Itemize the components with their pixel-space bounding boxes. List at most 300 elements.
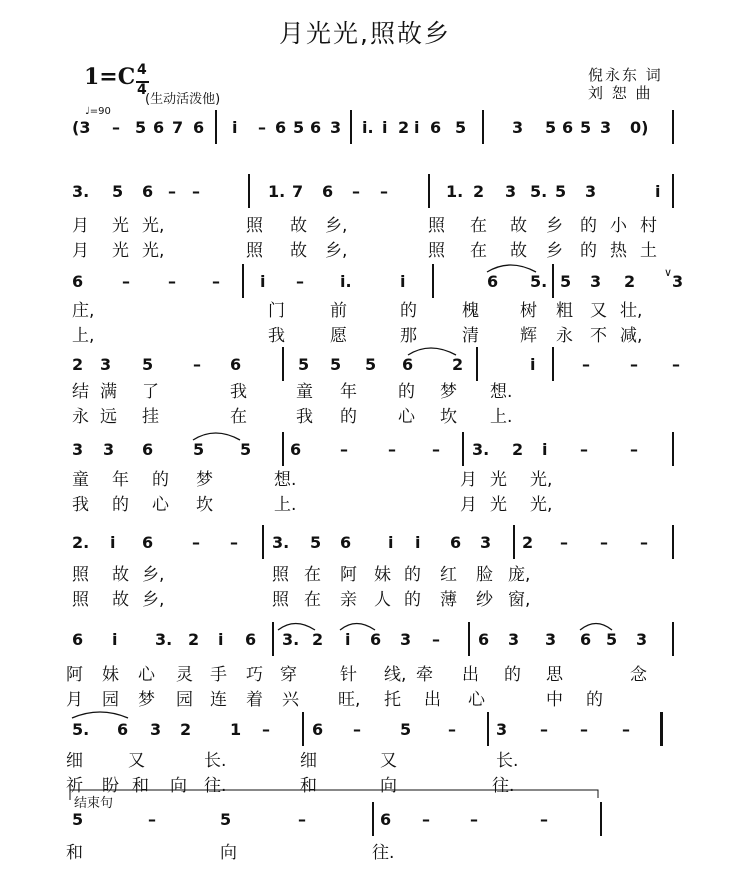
lyric-syllable: 乡, [142,565,165,585]
lyric-syllable: 清 [462,326,479,346]
lyric-syllable: 又 [380,751,397,771]
note: – [353,720,361,739]
lyric-syllable: 和 [300,776,317,796]
lyric-syllable: 长. [204,751,227,771]
lyric-syllable: 月 [72,241,89,261]
lyric-syllable: 上, [72,326,95,346]
lyric-syllable: 灵 [176,665,193,685]
note: 1 [230,720,242,739]
lyric-syllable: 坎 [196,495,213,515]
lyric-syllable: 又 [128,751,145,771]
slur [193,433,240,440]
lyric-syllable: 结 [72,382,89,402]
note: 2 [522,533,534,552]
note: 3. [72,182,90,201]
note: 6 [478,630,490,649]
lyric-syllable: 上. [274,495,297,515]
lyric-syllable: 故 [510,216,527,236]
note: 7 [172,118,184,137]
lyric-syllable: 前 [330,301,347,321]
lyric-syllable: 向 [380,776,397,796]
note: 1. [268,182,286,201]
lyric-syllable: 园 [176,690,193,710]
note: 6 [370,630,382,649]
lyric-syllable: 亲 [340,590,357,610]
note: – [122,272,130,291]
note: 0) [630,118,649,137]
lyric-syllable: 光, [142,216,165,236]
note: – [600,533,608,552]
note: 6 [153,118,165,137]
note: i. [362,118,374,137]
note: i [345,630,351,649]
note: i [382,118,388,137]
lyric-syllable: 园 [102,690,119,710]
note: 6 [142,182,154,201]
note: 6 [580,630,592,649]
note: 5 [298,355,310,374]
note: – [630,440,638,459]
lyric-syllable: 月 [460,470,477,490]
lyric-syllable: 永 [556,326,573,346]
note: i [232,118,238,137]
note: 5 [330,355,342,374]
note: 6 [430,118,442,137]
note: 2 [512,440,524,459]
note: 6 [117,720,129,739]
lyric-syllable: 向 [220,843,237,863]
note: 5 [580,118,592,137]
note: – [580,440,588,459]
lyric-syllable: 的 [398,382,415,402]
lyric-syllable: 妹 [102,665,119,685]
tempo-marking: (生动活泼他) [145,92,221,107]
lyric-syllable: 不 [590,326,607,346]
lyric-syllable: 童 [72,470,89,490]
note: – [380,182,388,201]
lyric-syllable: 永 [72,407,89,427]
slur [408,348,456,355]
lyric-syllable: 托 [384,690,401,710]
lyric-syllable: 祈 [66,776,83,796]
lyric-syllable: 小 [610,216,627,236]
lyric-syllable: 热 [610,241,627,261]
note: 3 [545,630,557,649]
note: i [112,630,118,649]
lyric-syllable: 光, [142,241,165,261]
note: – [352,182,360,201]
lyric-syllable: 薄 [440,590,457,610]
lyric-syllable: 细 [300,751,317,771]
lyricist-credit: 倪永东 词 [588,66,663,84]
lyric-syllable: 槐 [462,301,479,321]
note: 3 [600,118,612,137]
note: – [640,533,648,552]
note: – [258,118,266,137]
lyric-syllable: 往. [372,843,395,863]
slur [72,712,128,718]
note: 5 [310,533,322,552]
note: 6 [450,533,462,552]
note: 5 [72,810,84,829]
lyric-syllable: 照 [428,241,445,261]
note: i [542,440,548,459]
note: 3 [100,355,112,374]
note: i. [340,272,352,291]
lyric-syllable: 乡 [546,241,563,261]
note: 6 [245,630,257,649]
lyric-syllable: 照 [246,216,263,236]
note: 2 [72,355,84,374]
note: 6 [312,720,324,739]
note: 3 [150,720,162,739]
note: – [262,720,270,739]
note: 6 [72,630,84,649]
note: 2 [188,630,200,649]
note: – [630,355,638,374]
lyric-syllable: 粗 [556,301,573,321]
note: – [296,272,304,291]
slur [278,624,315,631]
lyric-syllable: 向 [170,776,187,796]
lyric-syllable: 纱 [476,590,493,610]
note: 5 [555,182,567,201]
note: 6 [562,118,574,137]
note: 3 [672,272,684,291]
lyric-syllable: 牵 [416,665,433,685]
lyric-syllable: 心 [152,495,169,515]
note: 5 [220,810,232,829]
lyric-syllable: 我 [296,407,313,427]
lyric-syllable: 减, [620,326,643,346]
lyric-syllable: 的 [400,301,417,321]
note: 6 [310,118,322,137]
note: i [388,533,394,552]
lyric-syllable: 光 [112,241,129,261]
note: 3 [496,720,508,739]
note: – [422,810,430,829]
note: i [110,533,116,552]
lyric-syllable: 照 [72,590,89,610]
lyric-syllable: 故 [510,241,527,261]
lyric-syllable: 兴 [282,690,299,710]
note: – [470,810,478,829]
note: – [622,720,630,739]
note: i [530,355,536,374]
lyric-syllable: 梦 [138,690,155,710]
lyric-syllable: 想. [274,470,297,490]
lyric-syllable: 树 [520,301,537,321]
lyric-syllable: 阿 [340,565,357,585]
breath-mark: ∨ [664,266,673,279]
lyric-syllable: 窗, [508,590,531,610]
note: 3 [512,118,524,137]
lyric-syllable: 又 [590,301,607,321]
key-signature: 1=C [84,64,136,90]
note: – [230,533,238,552]
lyric-syllable: 年 [340,382,357,402]
lyric-syllable: 我 [230,382,247,402]
lyric-syllable: 脸 [476,565,493,585]
note: 5 [135,118,147,137]
lyric-syllable: 愿 [330,326,347,346]
lyric-syllable: 土 [640,241,657,261]
note: i [260,272,266,291]
note: 5 [293,118,305,137]
note: – [148,810,156,829]
lyric-syllable: 的 [504,665,521,685]
lyric-syllable: 妹 [374,565,391,585]
lyric-syllable: 心 [138,665,155,685]
lyric-syllable: 的 [580,241,597,261]
note: 2. [72,533,90,552]
note: 3. [282,630,300,649]
lyric-syllable: 的 [404,590,421,610]
lyric-syllable: 梦 [440,382,457,402]
note: – [193,355,201,374]
note: 6 [322,182,334,201]
note: – [168,272,176,291]
note: 5 [193,440,205,459]
note: (3 [72,118,91,137]
note: – [560,533,568,552]
lyric-syllable: 和 [66,843,83,863]
lyric-syllable: 心 [398,407,415,427]
note: 2 [180,720,192,739]
note: – [340,440,348,459]
note: 6 [402,355,414,374]
lyric-syllable: 乡, [325,241,348,261]
lyric-syllable: 照 [272,565,289,585]
note: 5. [72,720,90,739]
lyric-syllable: 月 [66,690,83,710]
composer-credit: 刘 恕 曲 [588,84,653,102]
metronome-mark: ♩=90 [85,106,111,117]
note: 7 [292,182,304,201]
note: 3 [330,118,342,137]
lyric-syllable: 盼 [102,776,119,796]
note: 6 [72,272,84,291]
note: – [112,118,120,137]
lyric-syllable: 乡 [546,216,563,236]
lyric-syllable: 满 [100,382,117,402]
lyric-syllable: 细 [66,751,83,771]
note: i [414,118,420,137]
lyric-syllable: 巧 [246,665,263,685]
lyric-syllable: 心 [468,690,485,710]
note: – [448,720,456,739]
lyric-syllable: 乡, [325,216,348,236]
note: i [218,630,224,649]
note: 3 [636,630,648,649]
lyric-syllable: 线, [384,665,407,685]
lyric-syllable: 门 [268,301,285,321]
note: – [192,533,200,552]
note: – [298,810,306,829]
note: – [580,720,588,739]
note: 6 [275,118,287,137]
note: i [655,182,661,201]
lyric-syllable: 壮, [620,301,643,321]
note: 5 [240,440,252,459]
lyric-syllable: 的 [112,495,129,515]
note: 6 [290,440,302,459]
note: 6 [142,533,154,552]
lyric-syllable: 辉 [520,326,537,346]
lyric-syllable: 往. [492,776,515,796]
lyric-syllable: 我 [72,495,89,515]
note: – [540,810,548,829]
lyric-syllable: 庞, [508,565,531,585]
note: 5. [530,272,548,291]
lyric-syllable: 阿 [66,665,83,685]
note: 5 [365,355,377,374]
note: 6 [193,118,205,137]
lyric-syllable: 穿 [280,665,297,685]
lyric-syllable: 童 [296,382,313,402]
lyric-syllable: 连 [210,690,227,710]
lyric-syllable: 针 [340,665,357,685]
lyric-syllable: 着 [246,690,263,710]
slur [340,624,375,631]
lyric-syllable: 长. [496,751,519,771]
note: 3 [400,630,412,649]
lyric-syllable: 念 [630,665,647,685]
lyric-syllable: 在 [230,407,247,427]
note: 6 [487,272,499,291]
note: 6 [340,533,352,552]
lyric-syllable: 人 [374,590,391,610]
note: i [415,533,421,552]
lyric-syllable: 在 [470,241,487,261]
ending-bracket [70,790,598,800]
lyric-syllable: 故 [290,241,307,261]
lyric-syllable: 的 [586,690,603,710]
note: 3. [472,440,490,459]
note: 2 [312,630,324,649]
note: – [672,355,680,374]
lyric-syllable: 的 [340,407,357,427]
note: 3 [585,182,597,201]
note: 6 [142,440,154,459]
lyric-syllable: 的 [404,565,421,585]
note: 3 [508,630,520,649]
note: – [168,182,176,201]
note: 6 [230,355,242,374]
note: 1. [446,182,464,201]
note: 5 [455,118,467,137]
lyric-syllable: 月 [460,495,477,515]
slur [580,624,612,631]
note: 3 [103,440,115,459]
note: – [582,355,590,374]
note: 5 [560,272,572,291]
lyric-syllable: 我 [268,326,285,346]
note: 3 [590,272,602,291]
note: – [432,630,440,649]
lyric-syllable: 光, [530,470,553,490]
slur [487,265,536,272]
lyric-syllable: 中 [546,690,563,710]
song-title: 月光光,照故乡 [279,19,451,48]
lyric-syllable: 和 [132,776,149,796]
note: 3. [272,533,290,552]
time-signature-top: 4 [137,62,147,78]
lyric-syllable: 在 [470,216,487,236]
time-signature-bottom: 4 [137,82,147,98]
lyric-syllable: 乡, [142,590,165,610]
note: 2 [398,118,410,137]
note: 3. [155,630,173,649]
note: 5 [142,355,154,374]
lyric-syllable: 照 [72,565,89,585]
note: 3 [480,533,492,552]
lyric-syllable: 在 [304,565,321,585]
lyric-syllable: 月 [72,216,89,236]
lyric-syllable: 年 [112,470,129,490]
lyric-syllable: 照 [246,241,263,261]
lyric-syllable: 上. [490,407,513,427]
note: 3 [72,440,84,459]
lyric-syllable: 在 [304,590,321,610]
note: 5 [545,118,557,137]
lyric-syllable: 村 [640,216,657,236]
lyric-syllable: 远 [100,407,117,427]
lyric-syllable: 往. [204,776,227,796]
lyric-syllable: 思 [546,665,563,685]
note: i [400,272,406,291]
note: 5 [112,182,124,201]
lyric-syllable: 的 [152,470,169,490]
lyric-syllable: 庄, [72,301,95,321]
lyric-syllable: 坎 [440,407,457,427]
lyric-syllable: 光 [490,495,507,515]
lyric-syllable: 照 [272,590,289,610]
lyric-syllable: 手 [210,665,227,685]
lyric-syllable: 了 [142,382,159,402]
lyric-syllable: 想. [490,382,513,402]
lyric-syllable: 梦 [196,470,213,490]
lyric-syllable: 故 [112,590,129,610]
lyric-syllable: 出 [462,665,479,685]
lyric-syllable: 光, [530,495,553,515]
note: 2 [473,182,485,201]
lyric-syllable: 照 [428,216,445,236]
lyric-syllable: 光 [490,470,507,490]
lyric-syllable: 挂 [142,407,159,427]
lyric-syllable: 故 [290,216,307,236]
note: – [432,440,440,459]
note: 3 [505,182,517,201]
ending-label: 结束句 [74,796,114,811]
lyric-syllable: 光 [112,216,129,236]
note: 5 [606,630,618,649]
note: – [388,440,396,459]
lyric-syllable: 的 [580,216,597,236]
lyric-syllable: 出 [424,690,441,710]
note: 5. [530,182,548,201]
note: – [540,720,548,739]
lyric-syllable: 故 [112,565,129,585]
note: 6 [380,810,392,829]
lyric-syllable: 那 [400,326,417,346]
note: 5 [400,720,412,739]
note: 2 [624,272,636,291]
lyric-syllable: 旺, [338,690,361,710]
lyric-syllable: 红 [440,565,457,585]
note: – [212,272,220,291]
note: – [192,182,200,201]
